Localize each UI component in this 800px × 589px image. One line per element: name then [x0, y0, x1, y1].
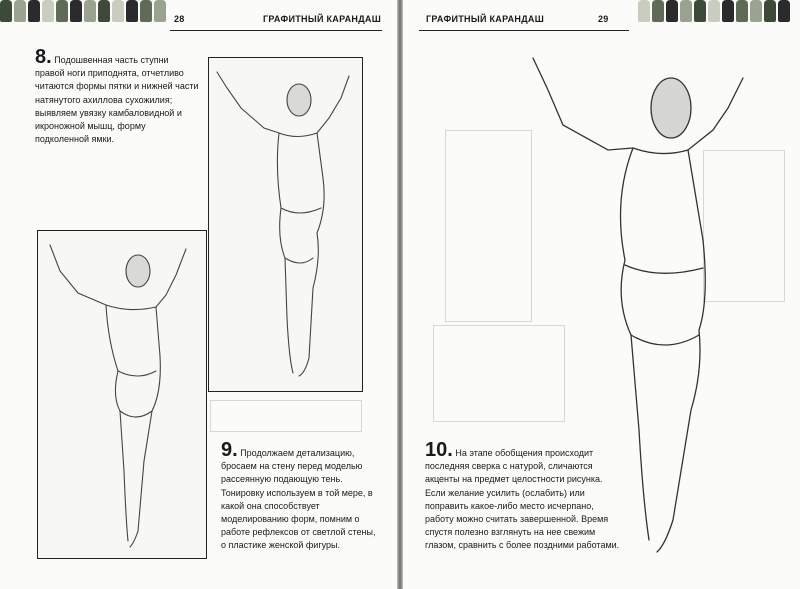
figure-sketch-lower: [38, 231, 206, 558]
page-number-left: 28: [174, 14, 185, 24]
step-10-text: [425, 440, 621, 553]
step-9-text: [221, 440, 381, 553]
figure-frame-upper: [208, 57, 363, 392]
page-number-right: 29: [598, 14, 609, 24]
step-9-number: 9.: [221, 439, 238, 461]
step-9-body: Продолжаем детализацию, бросаем на стену перед моделью рассеянную подающую тень. Тонировку используем в той мере, в какой она способствует моделированию форм, помним о работе рефлексов от светлой стены, о пластике женской фигуры.: [221, 448, 376, 551]
running-title-right: ГРАФИТНЫЙ КАРАНДАШ: [426, 14, 545, 24]
decorative-banner-left: [0, 0, 175, 26]
figure-frame-lower: [37, 230, 207, 559]
figure-sketch-upper: [209, 58, 362, 391]
running-title-left: ГРАФИТНЫЙ КАРАНДАШ: [263, 14, 382, 24]
header-rule-left: [170, 30, 382, 31]
step-10-number: 10.: [425, 439, 453, 461]
step-10-body: На этапе обобщения происходит последняя сверка с натурой, сличаются акценты на предмет целостности рисунка. Если желание усилить (ослабить) или поправить какое-либо место исчерпано, работу можно считать завершенной. Время спустя полезно взглянуть на нее свежим глазом, сравнить с более поздними работами.: [425, 448, 620, 551]
step-8-number: 8.: [35, 46, 52, 68]
step-8-body: Подошвенная часть ступни правой ноги приподнята, отчетливо читаются формы пятки и нижней части натянутого ахиллова сухожилия; выявляем увязку камбаловидной и икроножной мышц, форму подколенной ямки.: [35, 55, 199, 145]
step-8-text: [35, 47, 200, 146]
left-page: [0, 0, 397, 589]
right-page: [403, 0, 800, 589]
